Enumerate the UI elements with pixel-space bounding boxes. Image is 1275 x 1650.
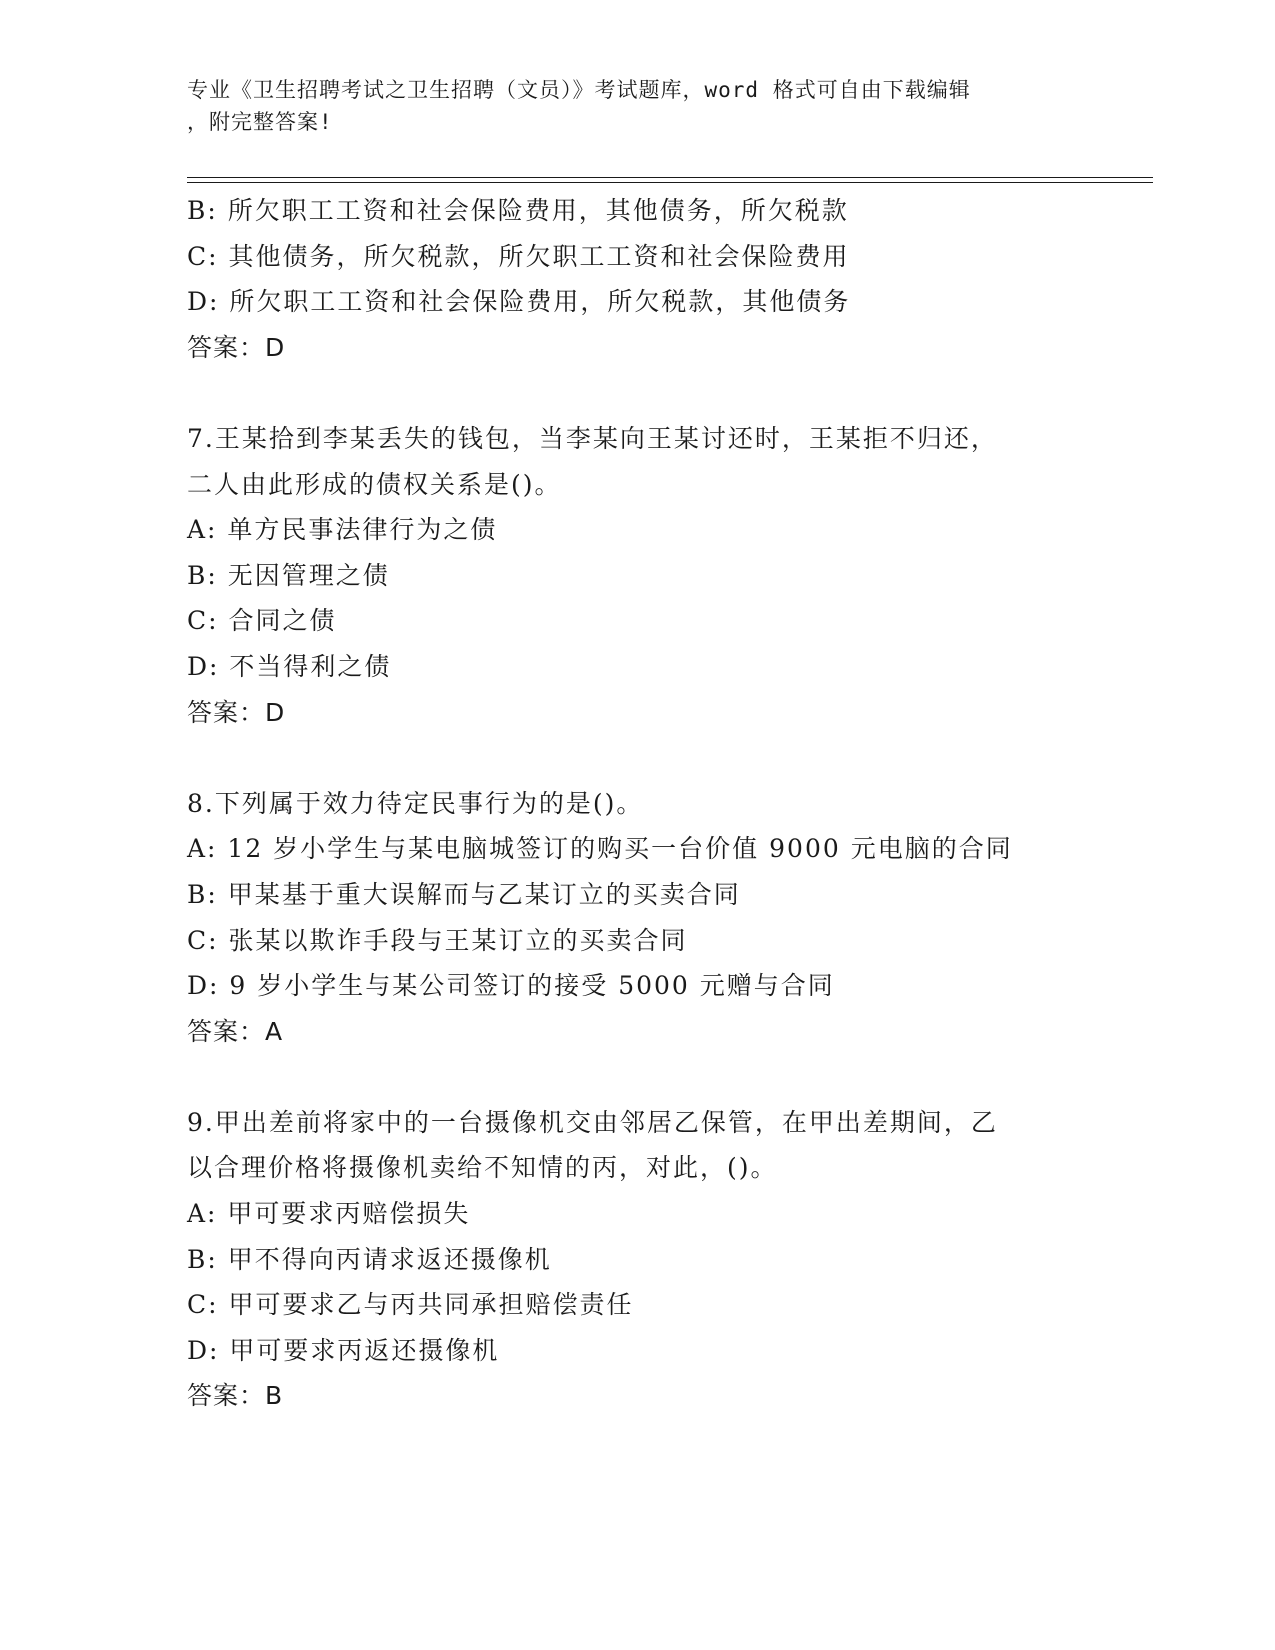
question-stem: 以合理价格将摄像机卖给不知情的丙，对此，()。	[187, 1153, 778, 1183]
question-stem: 7.王某拾到李某丢失的钱包，当李某向王某讨还时，王某拒不归还，	[187, 423, 998, 453]
spacer	[187, 735, 1147, 781]
question-9	[187, 1100, 1147, 1419]
option-d: D: 甲可要求丙返还摄像机	[187, 1335, 500, 1365]
page-header	[187, 74, 1067, 138]
answer-line: 答案：D	[187, 332, 286, 362]
question-stem: 二人由此形成的债权关系是()。	[187, 469, 562, 499]
answer-line: 答案：D	[187, 697, 286, 727]
option-c: C: 张某以欺诈手段与王某订立的买卖合同	[187, 925, 688, 955]
question-stem: 8.下列属于效力待定民事行为的是()。	[187, 788, 644, 818]
answer-line: 答案：B	[187, 1381, 284, 1411]
spacer	[187, 1054, 1147, 1100]
option-b: B: 无因管理之债	[187, 560, 390, 590]
answer-line: 答案：A	[187, 1016, 284, 1046]
option-c: C: 其他债务，所欠税款，所欠职工工资和社会保险费用	[187, 241, 850, 271]
option-b: B: 甲某基于重大误解而与乙某订立的买卖合同	[187, 879, 741, 909]
option-c: C: 甲可要求乙与丙共同承担赔偿责任	[187, 1290, 634, 1320]
header-divider	[187, 177, 1153, 183]
header-line-1: 专业《卫生招聘考试之卫生招聘（文员）》考试题库，word 格式可自由下载编辑	[187, 78, 971, 102]
option-b: B: 所欠职工工资和社会保险费用，其他债务，所欠税款	[187, 196, 849, 225]
header-line-2: ，附完整答案!	[187, 110, 333, 134]
option-a: A: 12 岁小学生与某电脑城签订的购买一台价值 9000 元电脑的合同	[187, 834, 1013, 864]
spacer	[187, 370, 1147, 416]
option-d: D: 不当得利之债	[187, 651, 392, 681]
option-b: B: 甲不得向丙请求返还摄像机	[187, 1244, 552, 1274]
option-d: D: 9 岁小学生与某公司签订的接受 5000 元赠与合同	[187, 971, 835, 1001]
question-8	[187, 781, 1147, 1055]
option-a: A: 甲可要求丙赔偿损失	[187, 1199, 471, 1229]
option-a: A: 单方民事法律行为之债	[187, 515, 498, 545]
option-c: C: 合同之债	[187, 606, 337, 636]
question-stem: 9.甲出差前将家中的一台摄像机交由邻居乙保管，在甲出差期间，乙	[187, 1107, 998, 1137]
question-6-continued	[187, 188, 1147, 370]
option-d: D: 所欠职工工资和社会保险费用，所欠税款，其他债务	[187, 287, 851, 317]
question-7	[187, 416, 1147, 735]
question-list	[187, 188, 1147, 1419]
